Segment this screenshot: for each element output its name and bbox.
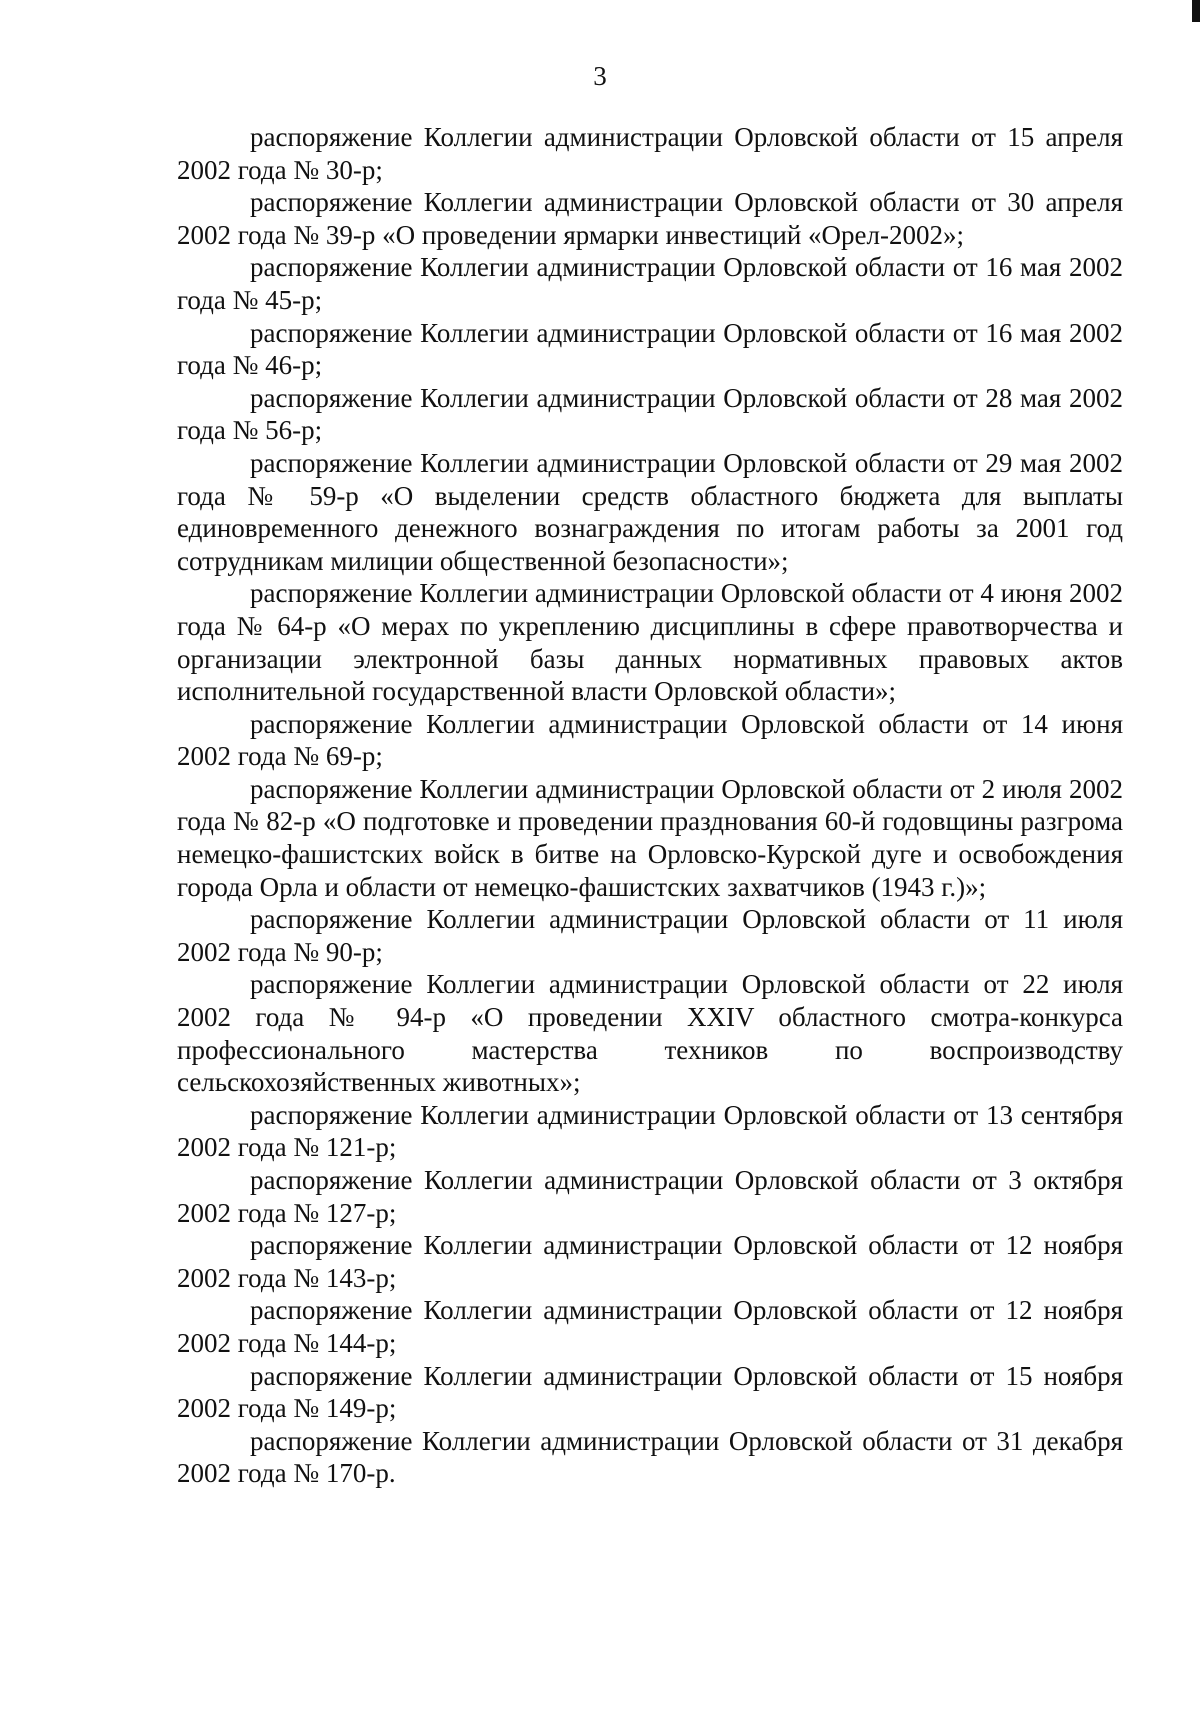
page-number: 3	[593, 61, 607, 91]
paragraph-order-127r: распоряжение Коллегии администрации Орловской области от 3 октября 2002 года № 127-р;	[177, 1165, 1123, 1228]
paragraph-order-82r: распоряжение Коллегии администрации Орловской области от 2 июля 2002 года № 82-р «О подготовке и проведении празднования 60-й годовщины разгрома немецко-фашистских войск в битве на Орловско-Курской дуге и освобождения города Орла и области от немецко-фашистских захватчиков (1943 г.)»;	[177, 773, 1123, 902]
document-body	[177, 121, 1123, 1490]
paragraph-order-94r: распоряжение Коллегии администрации Орловской области от 22 июля 2002 года № 94-р «О проведении XXIV областного смотра-конкурса профессионального мастерства техников по воспроизводству сельскохозяйственных животных»;	[177, 969, 1123, 1098]
scan-edge-mark	[1192, 0, 1200, 22]
paragraph-order-170r: распоряжение Коллегии администрации Орловской области от 31 декабря 2002 года № 170-р.	[177, 1425, 1123, 1489]
paragraph-order-69r: распоряжение Коллегии администрации Орловской области от 14 июня 2002 года № 69-р;	[177, 708, 1123, 772]
paragraph-order-64r: распоряжение Коллегии администрации Орловской области от 4 июня 2002 года № 64-р «О мерах по укреплению дисциплины в сфере правотворчества и организации электронной базы данных нормативных правовых актов исполнительной государственной власти Орловской области»;	[177, 578, 1123, 707]
paragraph-order-90r: распоряжение Коллегии администрации Орловской области от 11 июля 2002 года № 90-р;	[177, 904, 1123, 967]
paragraph-order-45r: распоряжение Коллегии администрации Орловской области от 16 мая 2002 года № 45-р;	[177, 252, 1123, 315]
paragraph-order-121r: распоряжение Коллегии администрации Орловской области от 13 сентября 2002 года № 121-р;	[177, 1099, 1123, 1163]
paragraph-order-143r: распоряжение Коллегии администрации Орловской области от 12 ноября 2002 года № 143-р;	[177, 1230, 1123, 1293]
paragraph-order-46r: распоряжение Коллегии администрации Орловской области от 16 мая 2002 года № 46-р;	[177, 317, 1123, 381]
paragraph-order-56r: распоряжение Коллегии администрации Орловской области от 28 мая 2002 года № 56-р;	[177, 382, 1123, 446]
paragraph-order-149r: распоряжение Коллегии администрации Орловской области от 15 ноября 2002 года № 149-р;	[177, 1360, 1123, 1424]
paragraph-order-59r: распоряжение Коллегии администрации Орловской области от 29 мая 2002 года № 59-р «О выделении средств областного бюджета для выплаты единовременного денежного вознаграждения по итогам работы за 2001 год сотрудникам милиции общественной безопасности»;	[177, 447, 1123, 576]
paragraph-order-144r: распоряжение Коллегии администрации Орловской области от 12 ноября 2002 года № 144-р;	[177, 1295, 1123, 1358]
paragraph-order-39r: распоряжение Коллегии администрации Орловской области от 30 апреля 2002 года № 39-р «О проведении ярмарки инвестиций «Орел-2002»;	[177, 187, 1123, 250]
paragraph-order-30r: распоряжение Коллегии администрации Орловской области от 15 апреля 2002 года № 30-р;	[177, 122, 1123, 185]
